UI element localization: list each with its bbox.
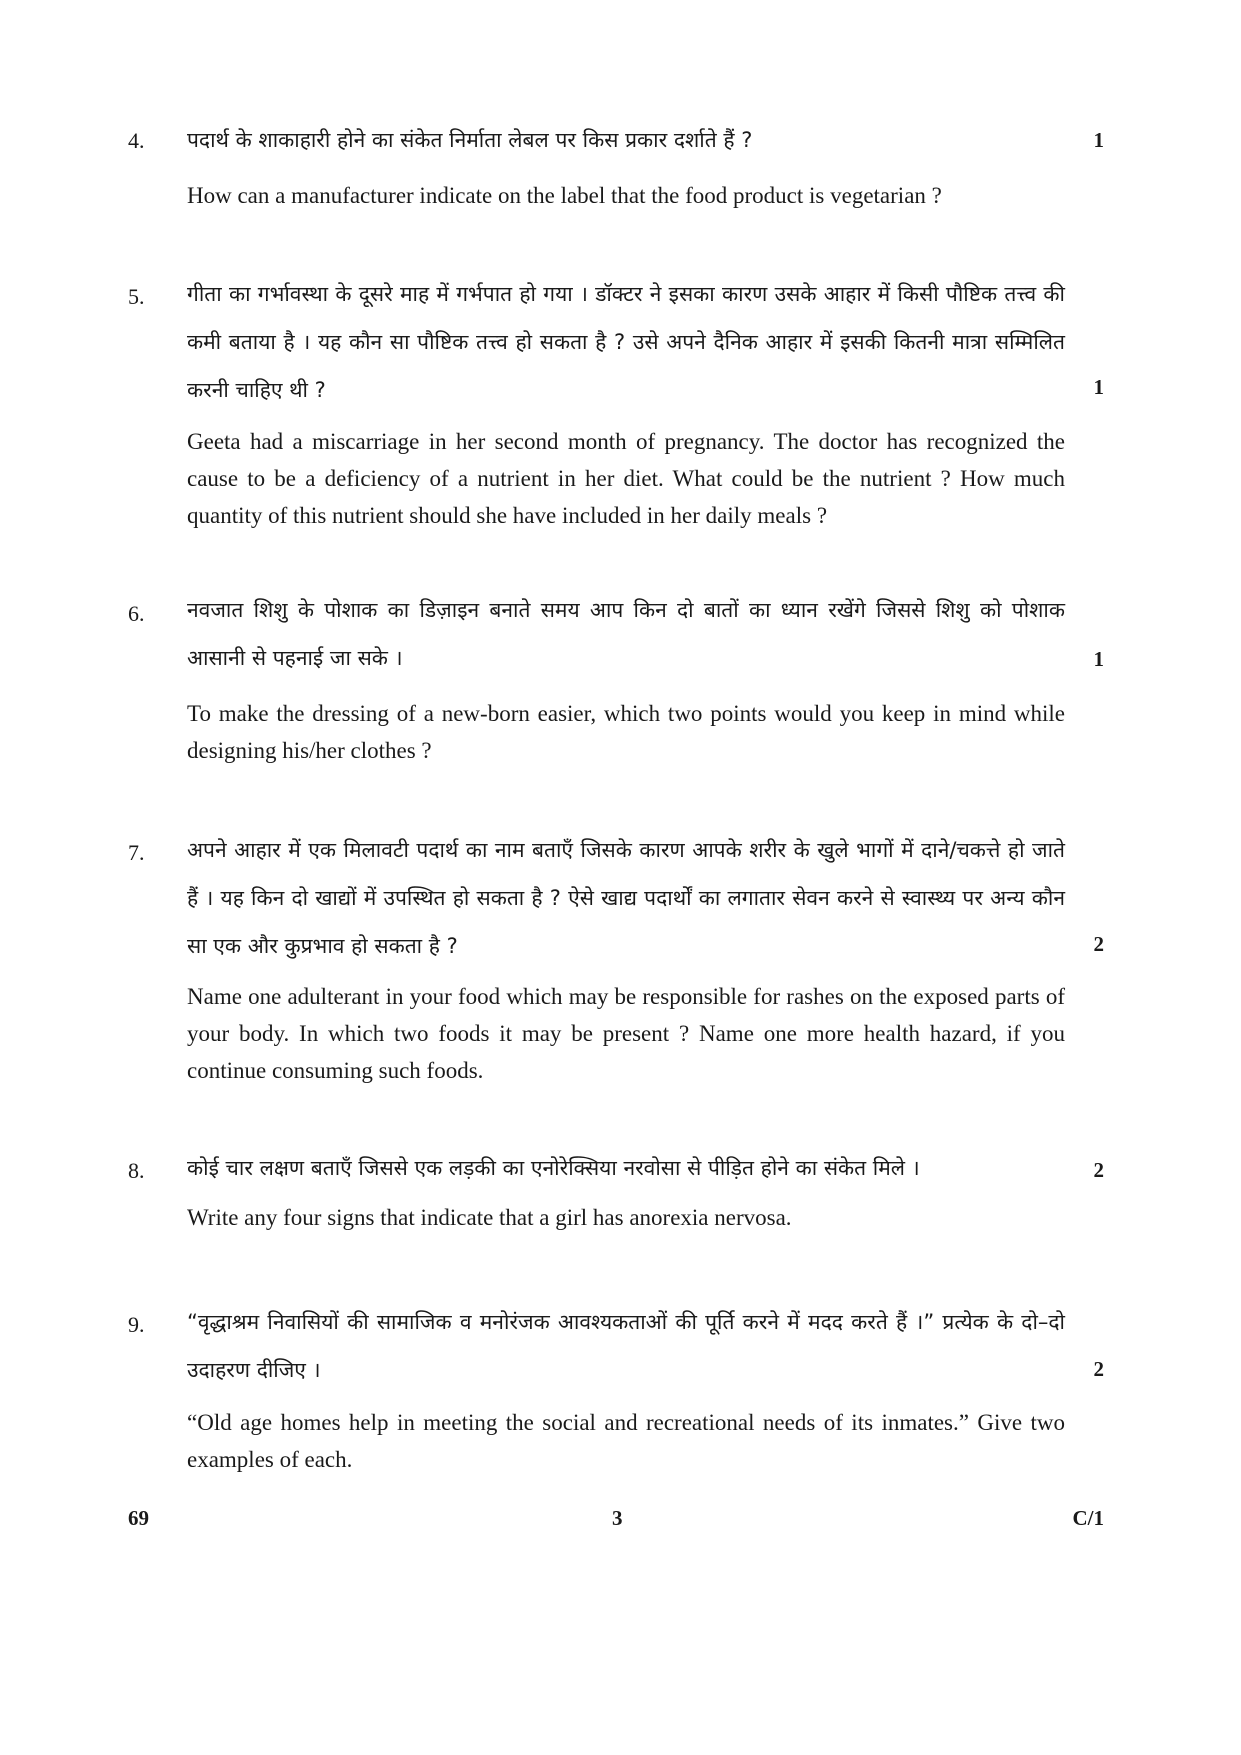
question-number: 9. [128,1312,145,1337]
question-english: Name one adulterant in your food which may be responsible for rashes on the exposed parts of your body. In which two foods it may be present ? Name one more health hazard, if you continue consuming such foods. [187,984,1065,1083]
question-english: “Old age homes help in meeting the social and recreational needs of its inmates.” Give two examples of each. [187,1410,1065,1472]
question-marks: 2 [1093,1158,1104,1182]
question-hindi: पदार्थ के शाकाहारी होने का संकेत निर्माता लेबल पर किस प्रकार दर्शाते हैं ? [187,128,753,152]
question-number: 7. [128,840,145,865]
question-marks: 1 [1093,647,1104,671]
question-english: To make the dressing of a new-born easier, which two points would you keep in mind while designing his/her clothes ? [187,701,1065,763]
footer-page-number: 3 [612,1506,623,1530]
footer-set-code: C/1 [1072,1506,1104,1530]
question-hindi: अपने आहार में एक मिलावटी पदार्थ का नाम बताएँ जिसके कारण आपके शरीर के खुले भागों में दाने/चकत्ते हो जाते हैं । यह किन दो खाद्यों में उपस्थित हो सकता है ? ऐसे खाद्य पदार्थों का लगातार सेवन करने से स्वास्थ्य पर अन्य कौन सा एक और कुप्रभाव हो सकता है ? [187,838,1065,958]
question-marks: 2 [1093,932,1104,956]
question-hindi: कोई चार लक्षण बताएँ जिससे एक लड़की का एनोरेक्सिया नरवोसा से पीड़ित होने का संकेत मिले । [187,1156,920,1180]
question-number: 6. [128,601,145,626]
footer-paper-code: 69 [128,1506,149,1530]
question-number: 5. [128,284,145,309]
question-marks: 1 [1093,128,1104,152]
question-hindi: गीता का गर्भावस्था के दूसरे माह में गर्भपात हो गया । डॉक्टर ने इसका कारण उसके आहार में किसी पौष्टिक तत्त्व की कमी बताया है । यह कौन सा पौष्टिक तत्त्व हो सकता है ? उसे अपने दैनिक आहार में इसकी कितनी मात्रा सम्मिलित करनी चाहिए थी ? [187,282,1065,402]
question-number: 8. [128,1158,145,1183]
question-marks: 2 [1093,1357,1104,1381]
question-number: 4. [128,128,145,153]
question-english: Write any four signs that indicate that a girl has anorexia nervosa. [187,1205,792,1230]
question-marks: 1 [1093,375,1104,399]
question-english: Geeta had a miscarriage in her second month of pregnancy. The doctor has recognized the cause to be a deficiency of a nutrient in her diet. What could be the nutrient ? How much quantity of this nutrient should she have included in her daily meals ? [187,429,1065,528]
question-hindi: नवजात शिशु के पोशाक का डिज़ाइन बनाते समय आप किन दो बातों का ध्यान रखेंगे जिससे शिशु को पोशाक आसानी से पहनाई जा सके । [187,598,1065,670]
question-english: How can a manufacturer indicate on the label that the food product is vegetarian ? [187,183,942,208]
question-hindi: “वृद्धाश्रम निवासियों की सामाजिक व मनोरंजक आवश्यकताओं की पूर्ति करने में मदद करते हैं ।” प्रत्येक के दो–दो उदाहरण दीजिए । [187,1310,1065,1382]
